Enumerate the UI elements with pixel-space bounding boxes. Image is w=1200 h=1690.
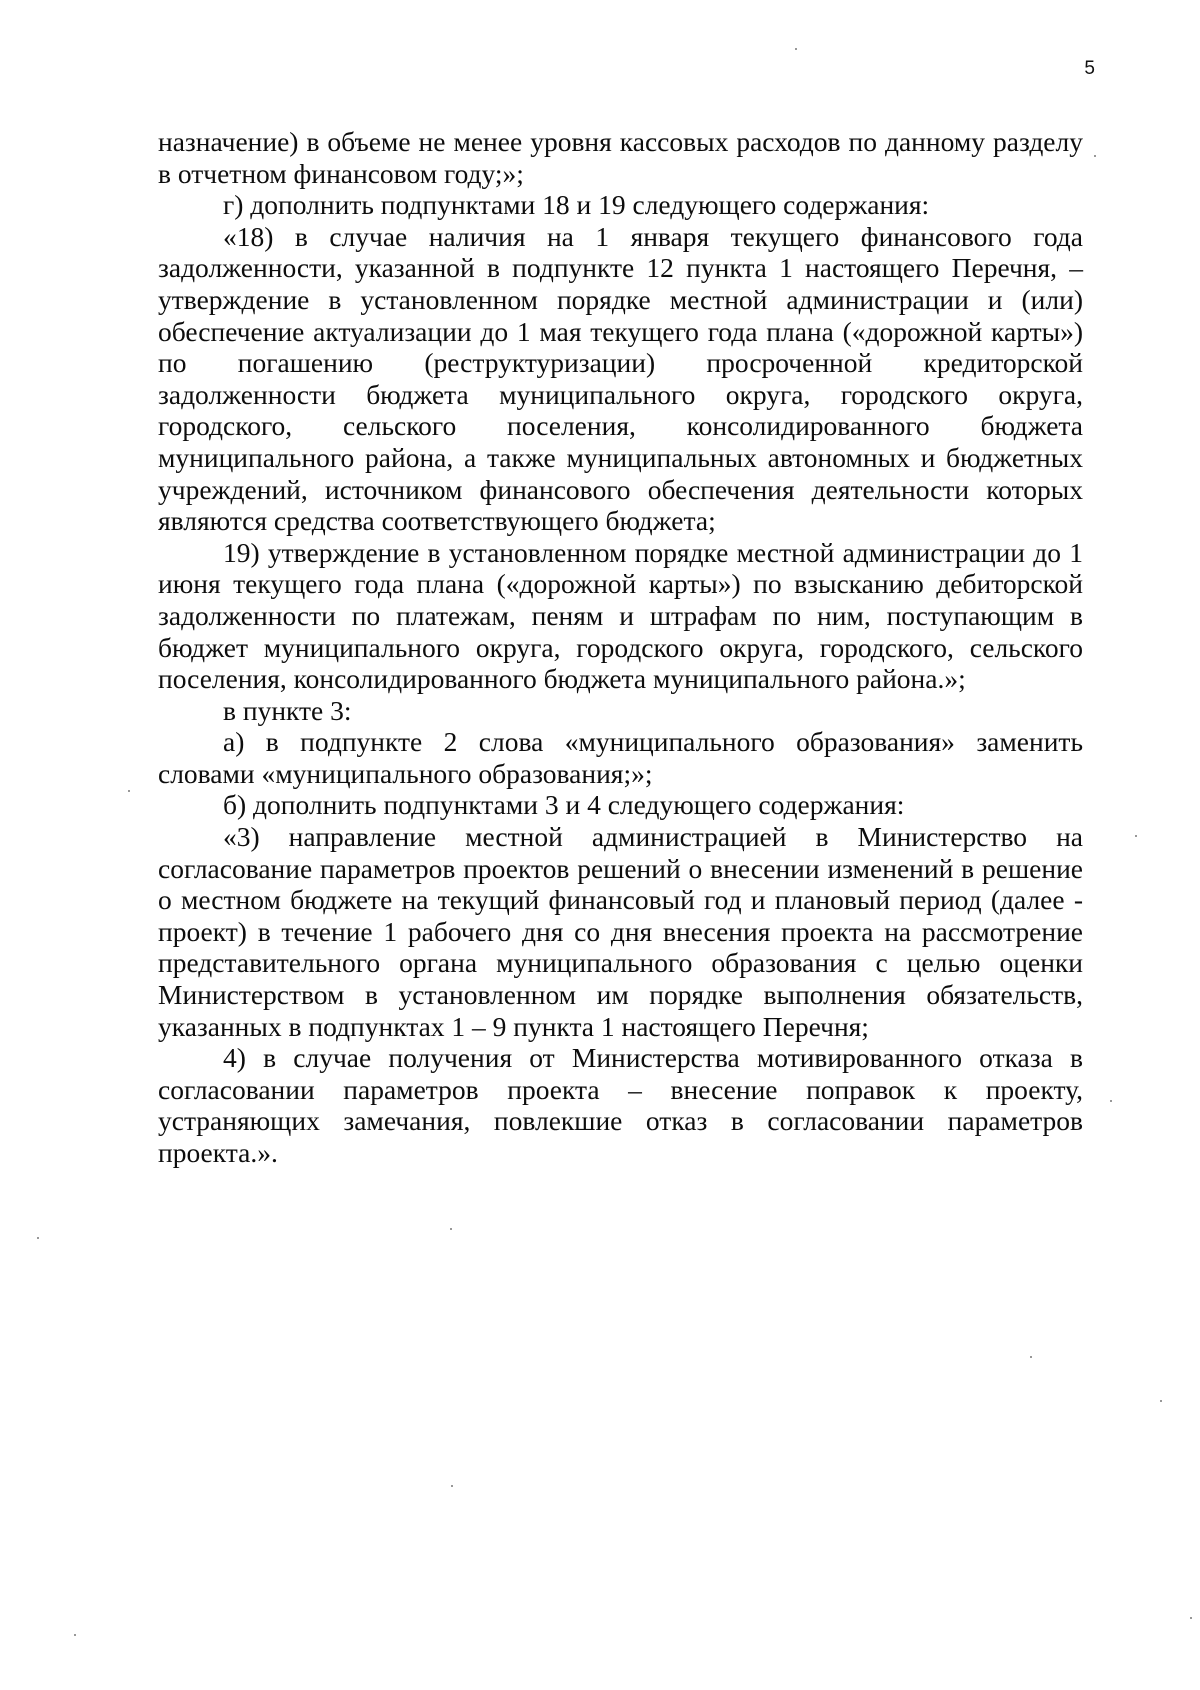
paragraph-point-3: в пункте 3: [223, 694, 352, 726]
scan-speck [451, 1485, 453, 1487]
scan-speck [795, 48, 797, 50]
scan-speck [450, 1228, 452, 1230]
paragraph-subitem-a: а) в подпункте 2 слова «муниципального образования» заменить словами «муниципального образования;»; [158, 726, 1083, 789]
paragraph-item-4: 4) в случае получения от Министерства мотивированного отказа в согласовании параметров проекта – внесение поправок к проекту, устраняющих замечания, повлекшие отказ в согласовании параметров проекта.». [158, 1042, 1083, 1168]
page-number: 5 [1084, 58, 1095, 79]
paragraph-continuation: назначение) в объеме не менее уровня кассовых расходов по данному разделу в отчетном финансовом году;»; [158, 126, 1083, 189]
scan-speck [1160, 1400, 1162, 1402]
scan-speck [1190, 1617, 1192, 1619]
paragraph-item-3: «3) направление местной администрацией в Министерство на согласование параметров проектов решений о внесении изменений в решение о местном бюджете на текущий финансовый год и плановый период (далее - проект) в течение 1 рабочего дня со дня внесения проекта на рассмотрение представительного органа муниципального образования с целью оценки Министерством в установленном им порядке выполнения обязательств, указанных в подпунктах 1 – 9 пункта 1 настоящего Перечня; [158, 821, 1083, 1042]
paragraph-subitem-g: г) дополнить подпунктами 18 и 19 следующего содержания: [223, 189, 930, 221]
scan-speck [1030, 1356, 1032, 1358]
paragraph-subitem-b: б) дополнить подпунктами 3 и 4 следующего содержания: [223, 789, 905, 821]
document-body [158, 126, 1083, 1169]
scan-speck [128, 790, 130, 792]
scan-speck [1135, 835, 1137, 837]
scan-speck [1110, 1100, 1112, 1102]
scan-speck [1094, 155, 1096, 157]
paragraph-item-19: 19) утверждение в установленном порядке местной администрации до 1 июня текущего года плана («дорожной карты») по взысканию дебиторской задолженности по платежам, пеням и штрафам по ним, поступающим в бюджет муниципального округа, городского округа, городского, сельского поселения, консолидированного бюджета муниципального района.»; [158, 536, 1083, 695]
scan-speck [37, 1237, 39, 1239]
scan-speck [74, 1634, 76, 1636]
paragraph-item-18: «18) в случае наличия на 1 января текущего финансового года задолженности, указанной в подпункте 12 пункта 1 настоящего Перечня, – утверждение в установленном порядке местной администрации и (или) обеспечение актуализации до 1 мая текущего года плана («дорожной карты») по погашению (реструктуризации) просроченной кредиторской задолженности бюджета муниципального округа, городского округа, городского, сельского поселения, консолидированного бюджета муниципального района, а также муниципальных автономных и бюджетных учреждений, источником финансового обеспечения деятельности которых являются средства соответствующего бюджета; [158, 220, 1083, 537]
